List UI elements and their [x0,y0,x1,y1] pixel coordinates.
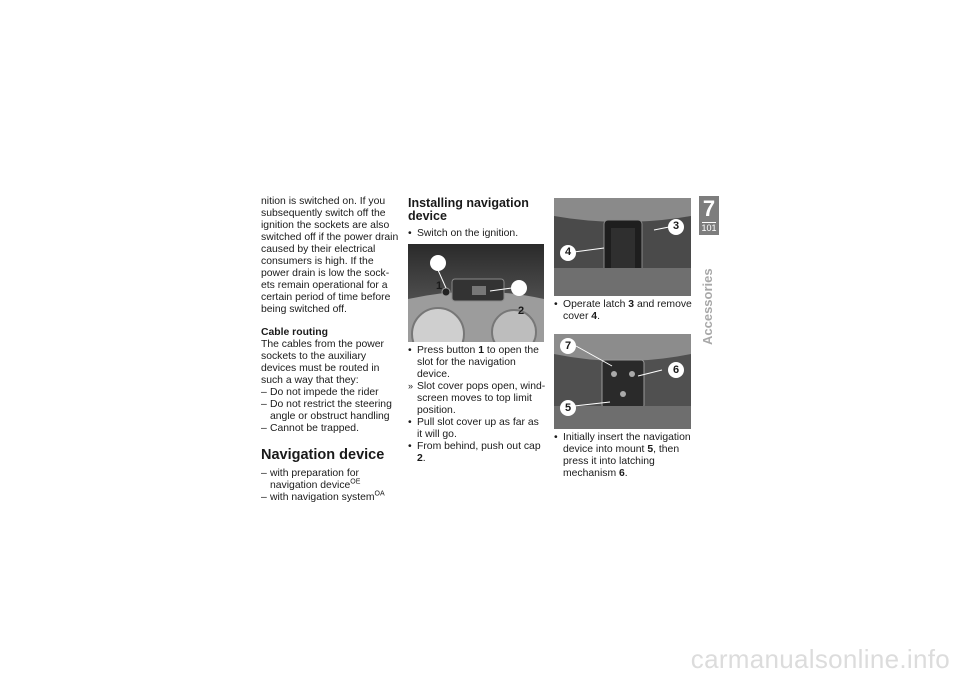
list-item: – Do not impede the rider [261,387,399,399]
dashboard-photo [408,244,544,342]
watermark: carmanualsonline.info [690,644,950,674]
figure-label: 6 [672,364,680,376]
figure-label: 3 [672,220,680,232]
installing-heading: Installing navigation device [408,196,529,223]
page-number: 101 [701,223,717,233]
navigation-device-heading: Navigation device [261,447,385,463]
step-operate-latch: • Operate latch 3 and remove cover 4. [554,299,694,323]
chapter-number: 7 [702,196,716,221]
figure-label: 4 [564,246,572,258]
chapter-tab [699,196,719,235]
step-push-cap: • From behind, push out cap 2. [408,441,546,465]
list-item: – with navigation system$^{OA}$ [261,492,399,504]
mount-photo [554,334,691,429]
cable-routing-list [261,387,399,435]
step-result: » Slot cover pops open, windscreen moves to top limit position. [408,381,546,417]
step-pull-cover: • Pull slot cover up as far as it will go. [408,417,546,441]
list-item: – with preparation for navigation device$^{OE}$ [261,468,399,492]
list-item: – Do not restrict the steering angle or obstruct handling [261,399,399,423]
figure-label: 1 [435,280,443,292]
latch-photo [554,198,691,296]
step-press-button: • Press button 1 to open the slot for the navigation device. [408,345,546,381]
intro-paragraph: nition is switched on. If you subsequently switch off the ignition the sockets are also switched off if the power drain caused by their electrical consumers is high. If the power drain is low the sockets remain operational for a certain period of time before being switched off. [261,196,399,315]
step-insert-device: • Initially insert the navigation device into mount 5, then press it into latching mechanism 6. [554,432,694,480]
step-switch-on: • Switch on the ignition. [408,228,546,240]
figure-label: 7 [564,340,572,352]
section-label: Accessories [700,268,715,345]
cable-routing-text: The cables from the power sockets to the auxiliary devices must be routed in such a way that they: [261,339,385,386]
column-3 [554,196,694,480]
column-2 [408,196,546,465]
cable-routing-heading: Cable routing [261,327,328,338]
navigation-option-list [261,468,399,504]
figure-label: 2 [517,305,525,317]
list-item: – Cannot be trapped. [261,423,399,435]
column-1 [261,196,399,504]
figure-label: 5 [564,402,572,414]
